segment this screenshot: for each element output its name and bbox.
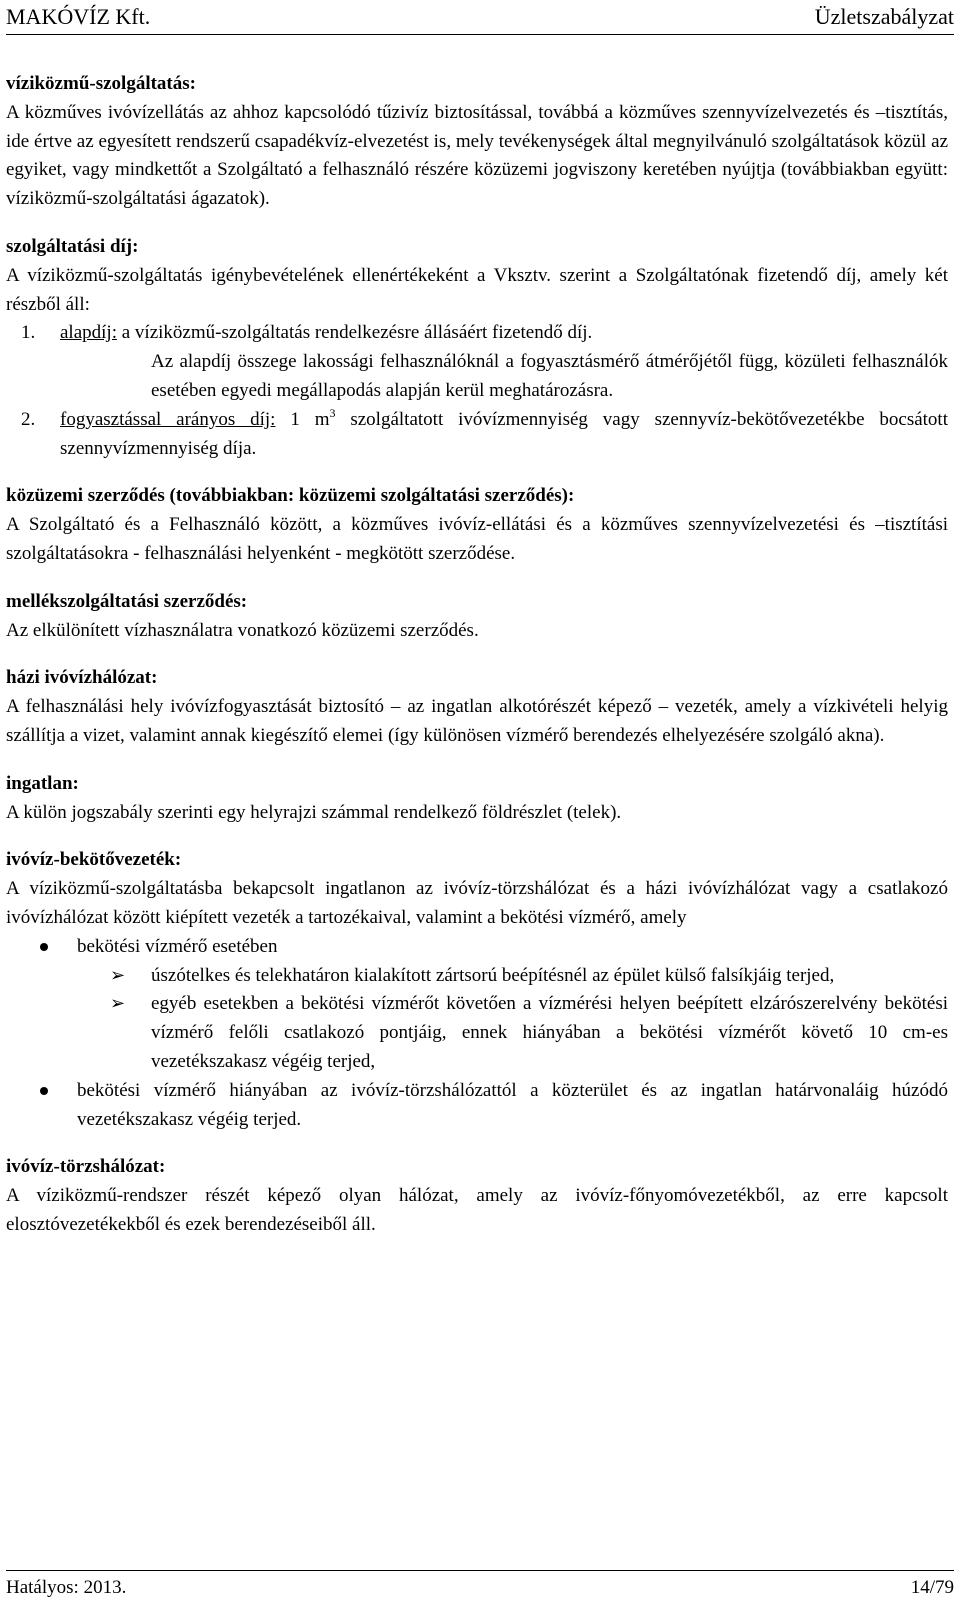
bullet-item bbox=[6, 1077, 948, 1135]
definition-text: Az elkülönített vízhasználatra vonatkozó közüzemi szerződés. bbox=[6, 619, 479, 641]
item-text: a víziközmű-szolgáltatás rendelkezésre állásáért fizetendő díj. bbox=[116, 322, 593, 344]
definition-term: ingatlan: bbox=[6, 772, 79, 794]
definition-text: A víziközmű-rendszer részét képező olyan hálózat, amely az ivóvíz-főnyomóvezetékből, az erre kapcsolt elosztóvezetékekből és ezek berendezéseiből áll. bbox=[6, 1185, 948, 1235]
list-item bbox=[6, 319, 948, 348]
definition-term: mellékszolgáltatási szerződés: bbox=[6, 590, 248, 612]
definition-text: A külön jogszabály szerinti egy helyrajzi számmal rendelkező földrészlet (telek). bbox=[6, 801, 622, 823]
definition-dij bbox=[6, 233, 948, 463]
item-text: szolgáltatott ivóvízmennyiség vagy szennyvíz-bekötővezetékbe bocsátott szennyvízmennyiség díja. bbox=[60, 408, 948, 459]
page-header bbox=[6, 4, 954, 35]
definition-torzs bbox=[6, 1153, 948, 1239]
definition-kozuzemi bbox=[6, 482, 948, 568]
arrow-bullet-icon: ➢ bbox=[110, 964, 126, 986]
sub-bullet-text: egyéb esetekben a bekötési vízmérőt követően a vízmérési helyen beépített elzárószerelvény bekötési vízmérő felőli csatlakozó pontjáig, ennek hiányában a bekötési vízmérőt követő 10 cm-es vezetékszakasz végéig terjed, bbox=[151, 993, 948, 1072]
bullet-icon bbox=[40, 1087, 48, 1095]
definition-text: A víziközmű-szolgáltatásba bekapcsolt ingatlanon az ivóvíz-törzshálózat és a házi ivóvízhálózat vagy a csatlakozó ivóvízhálózat között kiépített vezeték a tartozékaival, valamint a bekötési vízmérő, amely bbox=[6, 878, 948, 928]
definition-text: A felhasználási hely ivóvízfogyasztását biztosító – az ingatlan alkotórészét képező – vezeték, amely a vízkivételi helyig szállítja a vizet, valamint annak kiegészítő elemei (így különösen vízmérő berendezés elhelyezésére szolgáló akna). bbox=[6, 696, 948, 746]
arrow-bullet-icon: ➢ bbox=[110, 993, 126, 1015]
definition-term: ivóvíz-bekötővezeték: bbox=[6, 849, 182, 871]
definition-term: közüzemi szerződés (továbbiakban: közüzemi szolgáltatási szerződés): bbox=[6, 485, 575, 507]
definition-text: A víziközmű-szolgáltatás igénybevételének ellenértékeként a Vksztv. szerint a Szolgáltatónak fizetendő díj, amely két részből áll: bbox=[6, 264, 948, 315]
definition-ingatlan bbox=[6, 770, 948, 828]
page-number: 14/79 bbox=[910, 1577, 954, 1598]
sub-bullet-item bbox=[6, 962, 948, 991]
item-number: 2. bbox=[21, 408, 36, 430]
item-detail: Az alapdíj összege lakossági felhasználóknál a fogyasztásmérő átmérőjétől függ, közületi felhasználók esetében egyedi megállapodás alapján kerül meghatározásra. bbox=[151, 351, 948, 401]
superscript: 3 bbox=[329, 405, 336, 420]
document-body bbox=[6, 70, 948, 1259]
page-footer bbox=[6, 1570, 954, 1601]
definition-hazi bbox=[6, 664, 948, 750]
definition-term: víziközmű-szolgáltatás: bbox=[6, 73, 196, 94]
definition-term: házi ivóvízhálózat: bbox=[6, 667, 158, 689]
company-name: MAKÓVÍZ Kft. bbox=[6, 4, 151, 29]
definition-bekoto bbox=[6, 846, 948, 1134]
item-label: alapdíj: bbox=[60, 322, 117, 344]
definition-vizikozmu bbox=[6, 70, 948, 214]
definition-term: ivóvíz-törzshálózat: bbox=[6, 1156, 166, 1178]
sub-bullet-item bbox=[6, 990, 948, 1076]
effective-date: Hatályos: 2013. bbox=[6, 1577, 127, 1598]
list-item bbox=[6, 406, 948, 464]
item-text: 1 m bbox=[275, 408, 330, 430]
sub-bullet-text: úszótelkes és telekhatáron kialakított zártsorú beépítésnél az épület külső falsíkjáig terjed, bbox=[151, 964, 835, 986]
bullet-icon bbox=[40, 943, 48, 951]
document-title: Üzletszabályzat bbox=[814, 4, 954, 29]
bullet-text: bekötési vízmérő hiányában az ivóvíz-törzshálózattól a közterület és az ingatlan határvonaláig húzódó vezetékszakasz végéig terjed. bbox=[77, 1079, 948, 1130]
bullet-text: bekötési vízmérő esetében bbox=[77, 935, 278, 957]
bullet-item bbox=[6, 933, 948, 962]
item-number: 1. bbox=[21, 322, 36, 344]
item-label: fogyasztással arányos díj: bbox=[60, 408, 276, 430]
definition-text: A közműves ivóvízellátás az ahhoz kapcsolódó tűzivíz biztosítással, továbbá a közműves szennyvízelvezetés és –tisztítás, ide értve az egyesített rendszerű csapadékvíz-elvezetést is, mely tevékenységek által megnyilvánuló szolgáltatások közül az egyiket, vagy mindkettőt a Szolgáltató a felhasználó részére közüzemi jogviszony keretében nyújtja (továbbiakban együtt: víziközmű-szolgáltatási ágazatok). bbox=[6, 101, 948, 210]
definition-term: szolgáltatási díj: bbox=[6, 235, 139, 257]
definition-mellek bbox=[6, 588, 948, 646]
definition-text: A Szolgáltató és a Felhasználó között, a közműves ivóvíz-ellátási és a közműves szennyvízelvezetési és –tisztítási szolgáltatásokra - felhasználási helyenként - megkötött szerződése. bbox=[6, 514, 948, 564]
